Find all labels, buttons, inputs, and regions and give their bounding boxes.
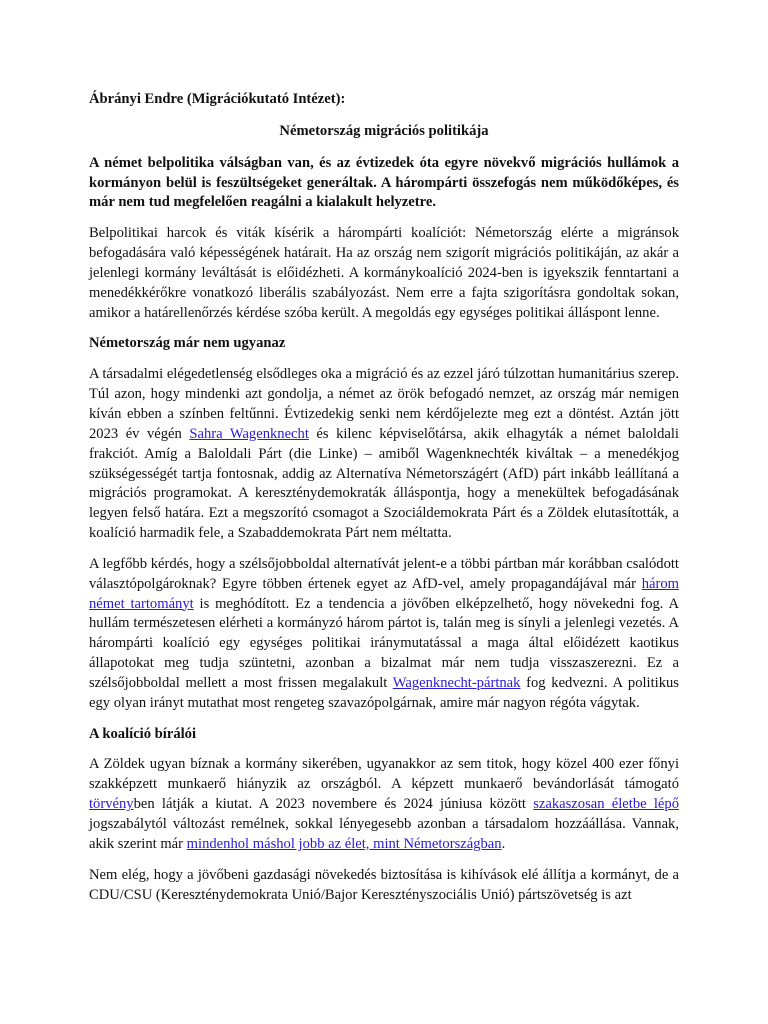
subheading-2: A koalíció bírálói (89, 725, 197, 742)
link-mindenhol-mashol-jobb[interactable]: mindenhol máshol jobb az élet, mint Németországban (186, 835, 502, 852)
link-szakaszosan-eletbe-lepo[interactable]: szakaszosan életbe lépő (533, 796, 679, 813)
author-line: Ábrányi Endre (Migrációkutató Intézet): (89, 91, 346, 107)
link-wagenknecht-partnak[interactable]: Wagenknecht-pártnak (392, 674, 521, 691)
link-torveny[interactable]: törvény (89, 796, 134, 813)
paragraph-4-text-1: A Zöldek ugyan bíznak a kormány sikerében, ugyanakkor az sem titok, hogy közel 400 ezer főnyi szakképzett munkaerő hiányzik az országból. A képzett munkaerő bevándorlását támogató (89, 756, 679, 793)
paragraph-4 (89, 755, 679, 854)
subheading-1: Németország már nem ugyanaz (89, 335, 286, 352)
paragraph-4-text-4: . (501, 835, 506, 852)
paragraph-3-text-2: is meghódított. Ez a tendencia a jövőben elképzelhető, hogy növekedni fog. A hullám természetesen elérheti a kormányzó három pártot is, talán meg is sínyli a jelenlegi vezetés. A hárompárti koalíció egy egységes politikai iránymutatással a maga által előidézett kaotikus állapotokat meg tudja szüntetni, azonban a bizalmat már nem tudja visszaszerezni. Ez a szélsőjobboldal mellett a most frissen megalakult (89, 595, 680, 691)
document-page (89, 90, 679, 916)
paragraph-2 (89, 365, 679, 544)
link-sahra-wagenknecht[interactable]: Sahra Wagenknecht (189, 425, 309, 442)
paragraph-3-text-1: A legfőbb kérdés, hogy a szélsőjobboldal alternatívát jelent-e a többi pártban már korábban csalódott választópolgároknak? Egyre többen értenek egyet az AfD-vel, amely propagandájával már (89, 555, 679, 592)
paragraph-4-text-3: jogszabálytól változást remélnek, sokkal lényegesebb azonban a társadalom hozzáállása. Vannak, akik szerint már (89, 816, 679, 852)
paragraph-3-text-3: fog kedvezni. A politikus egy olyan irányt mutathat most rengeteg szavazópolgárnak, amire már nagyon régóta vágytak. (89, 674, 679, 711)
paragraph-4-text-2: ben látják a kiutat. A 2023 novembere és 2024 júniusa között (133, 796, 534, 813)
paragraph-2-text-2: és kilenc képviselőtársa, akik elhagyták a német baloldali frakciót. Amíg a Baloldali Párt (die Linke) – amiből Wagenknechték kiváltak – a menedékjog szükségességét tartja fontosnak, addig az Alternatíva Németországért (AfD) párt inkább leállítaná a migrációs programokat. A kereszténydemokraták álláspontja, hogy a menekültek befogadásának legyen felső határa. Ezt a megszorító csomagot a Szociáldemokrata Párt és a Zöldek elutasították, a koalíció harmadik fele, a Szabaddemokrata Párt nem méltatta. (89, 425, 679, 542)
paragraph-2-text-1: A társadalmi elégedetlenség elsődleges oka a migráció és az ezzel járó túlzottan humanitárius szerep. Túl azon, hogy mindenki azt gondolja, a német az örök befogadó nemzet, az ország már nemigen kíván ebben a színben feltűnni. Évtizedekig senki nem kérdőjelezte meg ezt a döntést. Aztán jött 2023 év végén (89, 366, 679, 442)
link-harom-nemet-tartomany[interactable]: három német tartományt (89, 575, 679, 612)
article-title: Németország migrációs politikája (279, 122, 489, 139)
paragraph-5: Nem elég, hogy a jövőbeni gazdasági növekedés biztosítása is kihívások elé állítja a kormányt, de a CDU/CSU (Kereszténydemokrata Unió/Bajor Keresztényszociális Unió) pártszövetség is azt (89, 866, 679, 903)
paragraph-1: Belpolitikai harcok és viták kísérik a hárompárti koalíciót: Németország elérte a migránsok befogadására való képességének határait. Ha az ország nem szigorít migrációs politikáján, az akár a jelenlegi kormány leváltását is előidézheti. A kormánykoalíció 2024-ben is igyekszik fenntartani a menedékkérőkre vonatkozó liberális szabályozást. Nem erre a fajta szigorításra gondoltak sokan, amikor a határellenőrzés kérdése szóba került. A megoldás egy egységes politikai álláspont lenne. (89, 225, 679, 321)
paragraph-3 (89, 555, 679, 714)
lead-paragraph: A német belpolitika válságban van, és az évtizedek óta egyre növekvő migrációs hullámok a kormányon belül is feszültségeket generáltak. A hárompárti összefogás nem működőképes, és már nem tud megfelelően reagálni a kialakult helyzetre. (89, 154, 679, 211)
